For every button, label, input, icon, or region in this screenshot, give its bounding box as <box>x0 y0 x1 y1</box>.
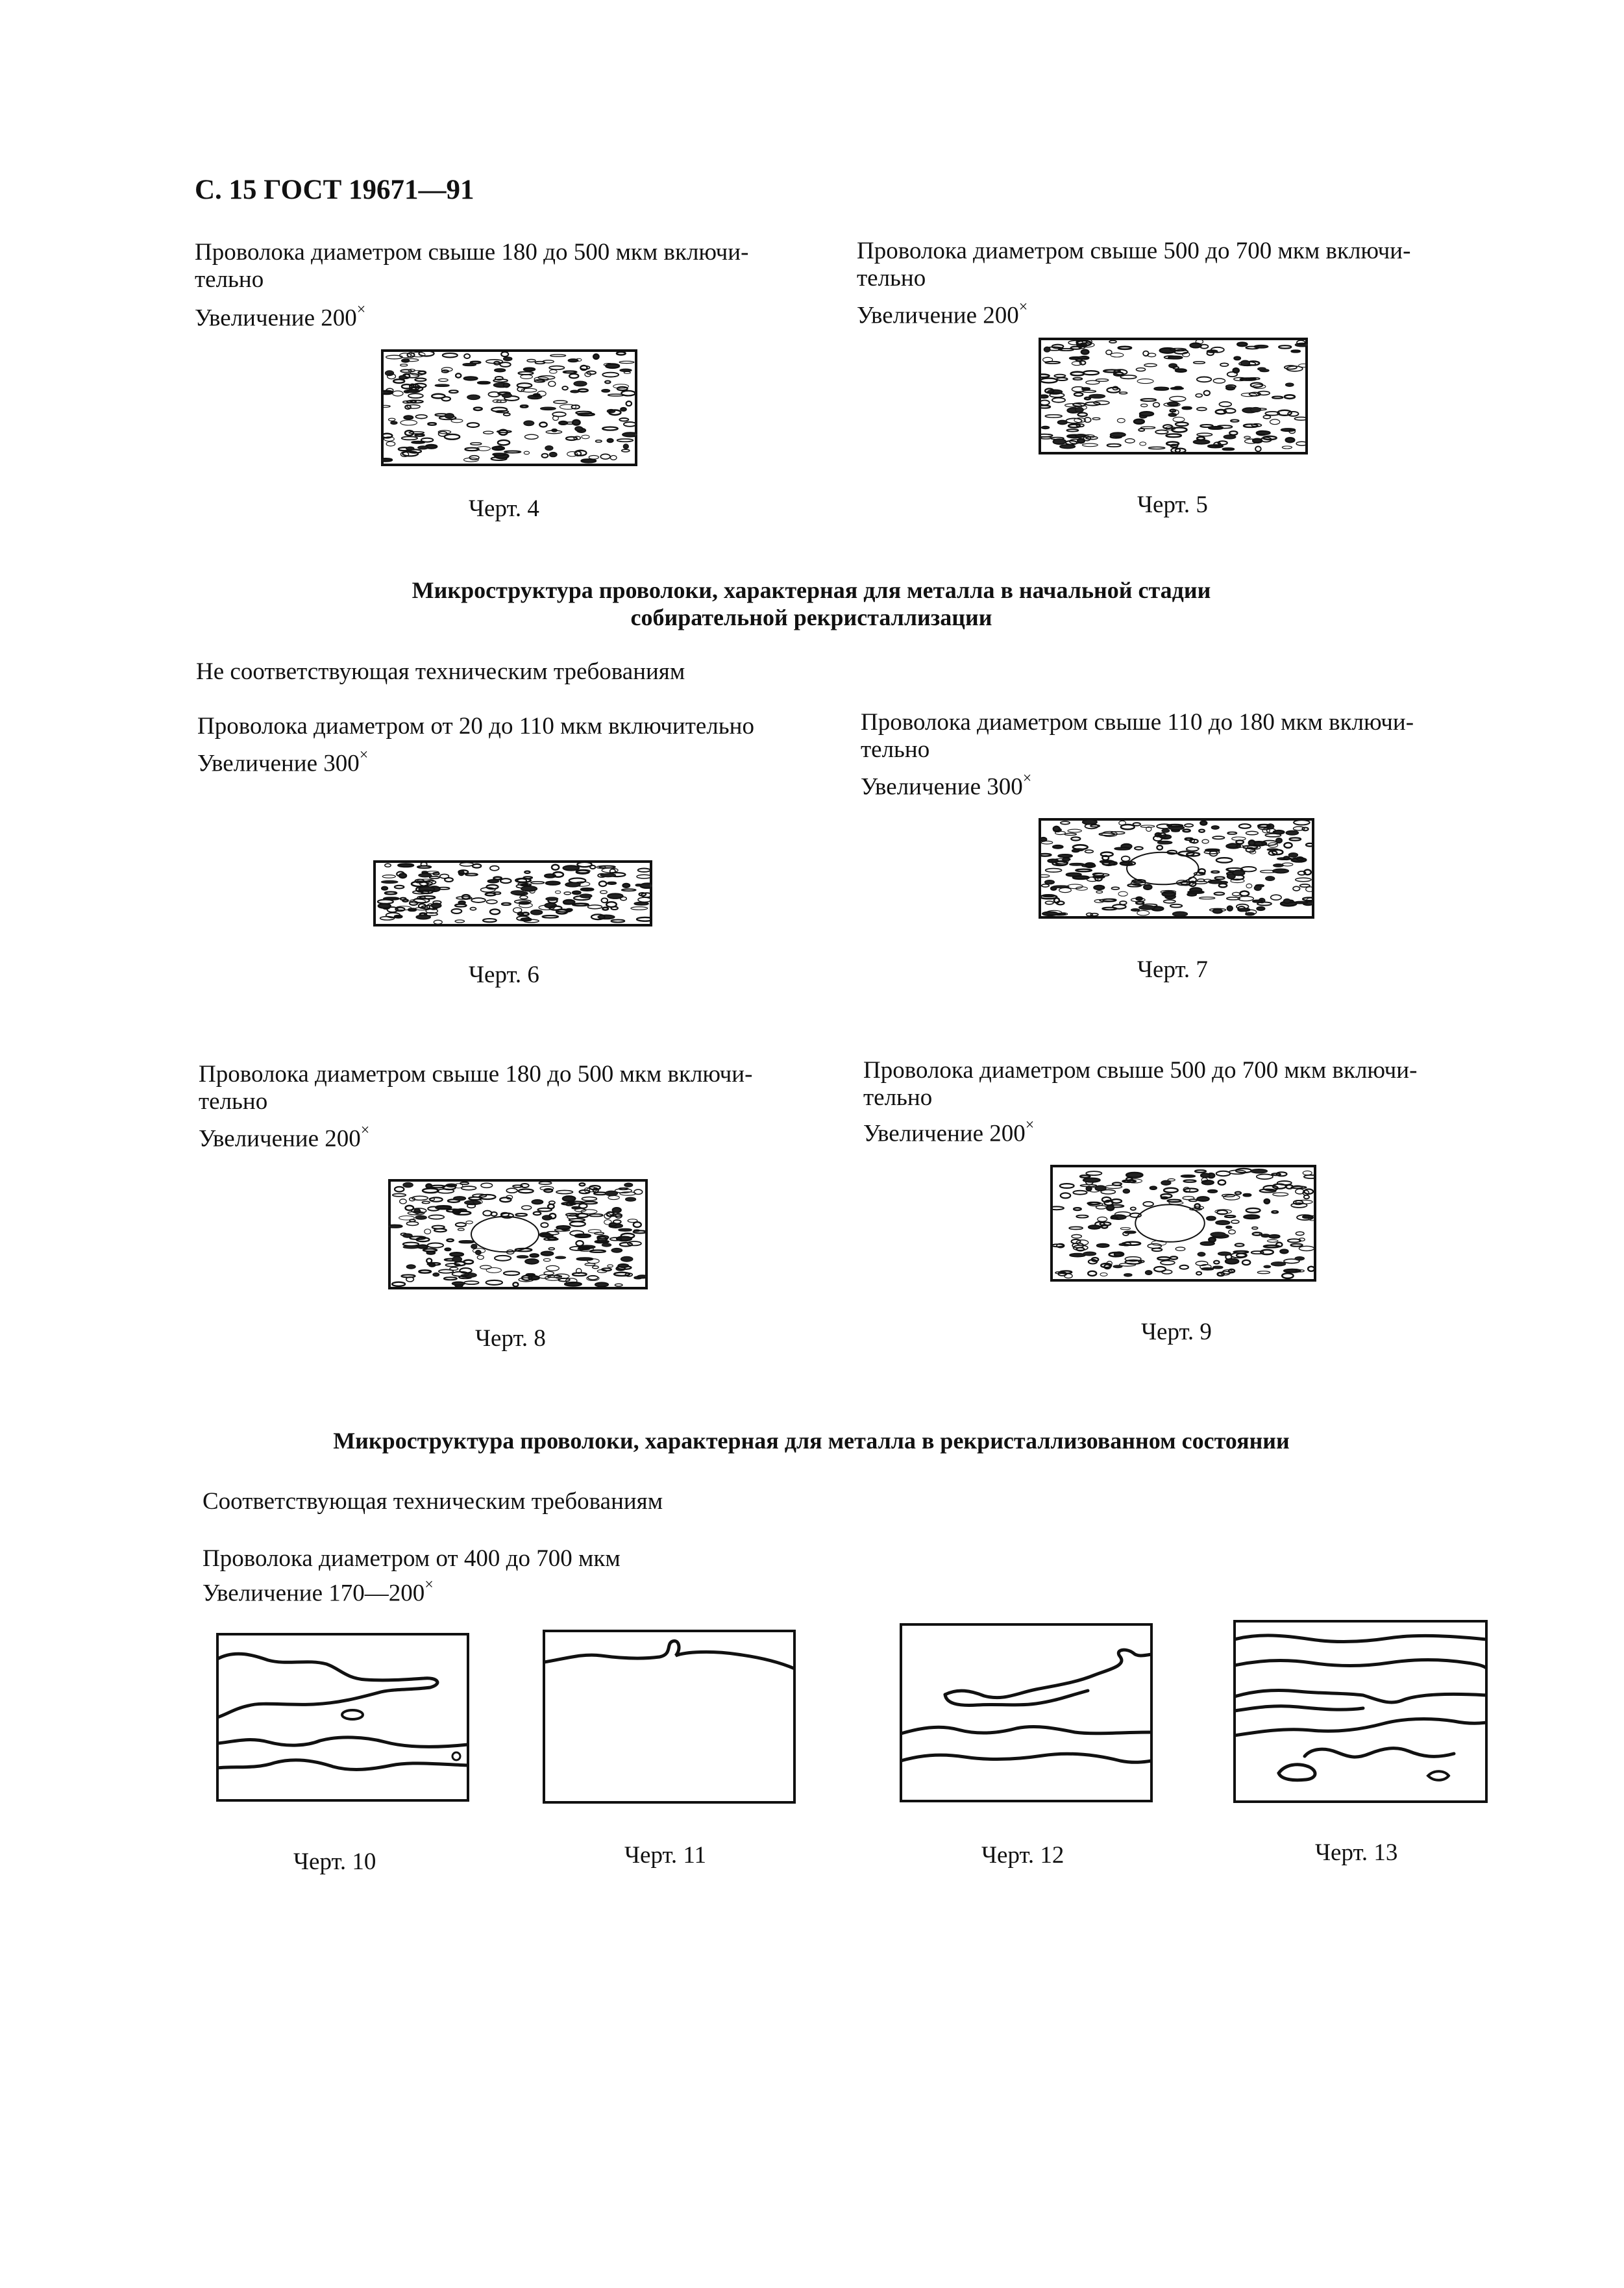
fig13-caption: Черт. 13 <box>1315 1839 1398 1866</box>
fig12-caption: Черт. 12 <box>981 1842 1064 1869</box>
fig13-micrograph <box>1233 1620 1488 1803</box>
fig12-micrograph <box>900 1623 1153 1802</box>
fig8-micrograph <box>388 1179 648 1289</box>
fig9-description: Проволока диаметром свыше 500 до 700 мкм включи- тельно <box>863 1057 1418 1111</box>
fig6-description: Проволока диаметром от 20 до 110 мкм включительно <box>197 713 754 740</box>
fig9-micrograph <box>1050 1165 1316 1282</box>
fig8-magnification: Увеличение 200× <box>199 1122 370 1152</box>
section2-title: Микроструктура проволоки, характерная для металла в начальной стадии собирательной рекристаллизации <box>412 577 1211 630</box>
section3-status: Соответствующая техническим требованиям <box>203 1488 663 1515</box>
fig6-caption: Черт. 6 <box>469 962 539 988</box>
fig10-micrograph <box>216 1633 469 1802</box>
fig11-micrograph <box>543 1630 796 1804</box>
fig5-magnification: Увеличение 200× <box>857 299 1028 329</box>
fig6-micrograph <box>373 860 652 926</box>
fig4-magnification: Увеличение 200× <box>195 301 366 332</box>
fig6-magnification: Увеличение 300× <box>197 747 369 777</box>
fig4-description: Проволока диаметром свыше 180 до 500 мкм включи- тельно <box>195 239 749 293</box>
fig8-caption: Черт. 8 <box>475 1325 546 1352</box>
fig8-description: Проволока диаметром свыше 180 до 500 мкм включи- тельно <box>199 1061 753 1115</box>
fig7-description: Проволока диаметром свыше 110 до 180 мкм включи- тельно <box>861 709 1414 763</box>
fig7-micrograph <box>1039 818 1314 919</box>
section3-title: Микроструктура проволоки, характерная для металла в рекристаллизованном состоянии <box>333 1428 1290 1454</box>
fig4-micrograph <box>381 349 637 466</box>
fig5-micrograph <box>1039 338 1308 454</box>
section3-description: Проволока диаметром от 400 до 700 мкм <box>203 1545 621 1572</box>
fig5-description: Проволока диаметром свыше 500 до 700 мкм включи- тельно <box>857 238 1411 292</box>
section2-status: Не соответствующая техническим требованиям <box>196 658 685 685</box>
page-header: С. 15 ГОСТ 19671—91 <box>195 175 474 205</box>
fig9-magnification: Увеличение 200× <box>863 1117 1035 1147</box>
fig5-caption: Черт. 5 <box>1137 491 1208 518</box>
fig4-caption: Черт. 4 <box>469 495 539 522</box>
fig9-caption: Черт. 9 <box>1141 1319 1212 1345</box>
section3-magnification: Увеличение 170—200× <box>203 1576 434 1607</box>
fig11-caption: Черт. 11 <box>624 1842 706 1869</box>
fig7-caption: Черт. 7 <box>1137 956 1208 983</box>
fig7-magnification: Увеличение 300× <box>861 770 1032 801</box>
fig10-caption: Черт. 10 <box>293 1848 376 1875</box>
